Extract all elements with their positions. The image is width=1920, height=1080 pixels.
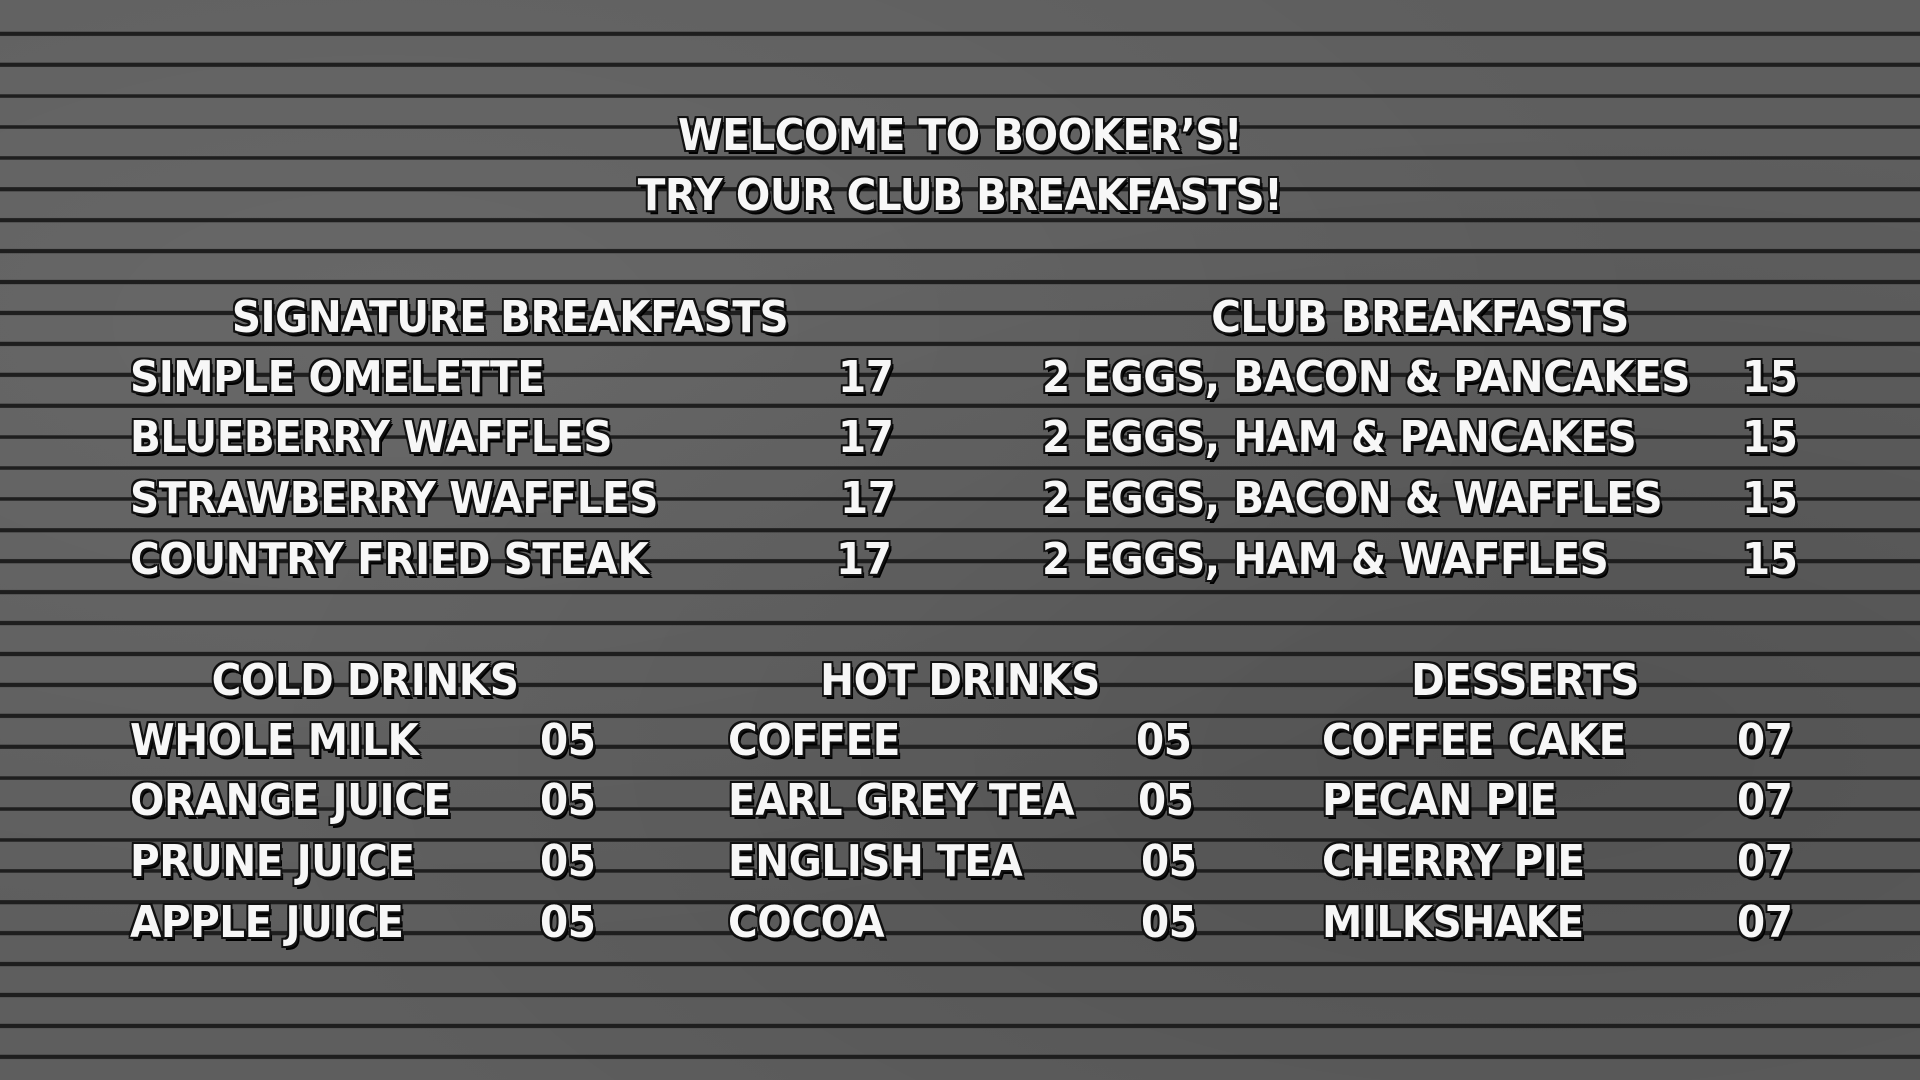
menu-item-price: 07: [1737, 897, 1793, 948]
menu-item-name: ORANGE JUICE: [130, 775, 451, 826]
menu-item-price: 05: [540, 715, 596, 766]
menu-item-name: 2 EGGS, HAM & PANCAKES: [1042, 412, 1637, 463]
menu-item-price: 15: [1742, 534, 1798, 585]
menu-item-name: 2 EGGS, BACON & PANCAKES: [1042, 352, 1690, 403]
menu-item-name: COCOA: [728, 897, 885, 948]
menu-item-price: 05: [1138, 775, 1194, 826]
section-title-cold-drinks: COLD DRINKS: [211, 655, 519, 706]
menu-item-name: EARL GREY TEA: [728, 775, 1075, 826]
menu-item-name: COFFEE: [728, 715, 900, 766]
menu-item-name: CHERRY PIE: [1322, 836, 1585, 887]
menu-item-name: PECAN PIE: [1322, 775, 1557, 826]
menu-item-price: 15: [1742, 412, 1798, 463]
menu-item-name: MILKSHAKE: [1322, 897, 1584, 948]
menu-item-price: 05: [540, 836, 596, 887]
menu-item-name: APPLE JUICE: [130, 897, 404, 948]
menu-item-price: 07: [1737, 715, 1793, 766]
menu-item-price: 07: [1737, 836, 1793, 887]
promo-heading: TRY OUR CLUB BREAKFASTS!: [637, 170, 1283, 221]
menu-item-price: 15: [1742, 473, 1798, 524]
menu-item-price: 07: [1737, 775, 1793, 826]
menu-item-price: 05: [1141, 836, 1197, 887]
menu-item-name: PRUNE JUICE: [130, 836, 415, 887]
menu-item-name: SIMPLE OMELETTE: [130, 352, 545, 403]
menu-item-name: WHOLE MILK: [130, 715, 419, 766]
menu-item-price: 17: [836, 534, 892, 585]
menu-item-price: 15: [1742, 352, 1798, 403]
welcome-heading: WELCOME TO BOOKER’S!: [677, 110, 1243, 161]
section-title-signature-breakfasts: SIGNATURE BREAKFASTS: [231, 292, 789, 343]
menu-item-price: 05: [540, 775, 596, 826]
menu-item-price: 17: [838, 412, 894, 463]
menu-item-name: COUNTRY FRIED STEAK: [130, 534, 649, 585]
menu-item-name: BLUEBERRY WAFFLES: [130, 412, 613, 463]
menu-item-name: 2 EGGS, BACON & WAFFLES: [1042, 473, 1663, 524]
menu-item-price: 05: [540, 897, 596, 948]
menu-item-name: ENGLISH TEA: [728, 836, 1023, 887]
section-title-desserts: DESSERTS: [1411, 655, 1639, 706]
menu-item-price: 17: [838, 352, 894, 403]
menu-item-name: 2 EGGS, HAM & WAFFLES: [1042, 534, 1609, 585]
menu-item-name: COFFEE CAKE: [1322, 715, 1626, 766]
menu-item-price: 17: [840, 473, 896, 524]
menu-item-name: STRAWBERRY WAFFLES: [130, 473, 658, 524]
menu-item-price: 05: [1141, 897, 1197, 948]
menu-item-price: 05: [1136, 715, 1192, 766]
section-title-hot-drinks: HOT DRINKS: [820, 655, 1100, 706]
section-title-club-breakfasts: CLUB BREAKFASTS: [1211, 292, 1629, 343]
